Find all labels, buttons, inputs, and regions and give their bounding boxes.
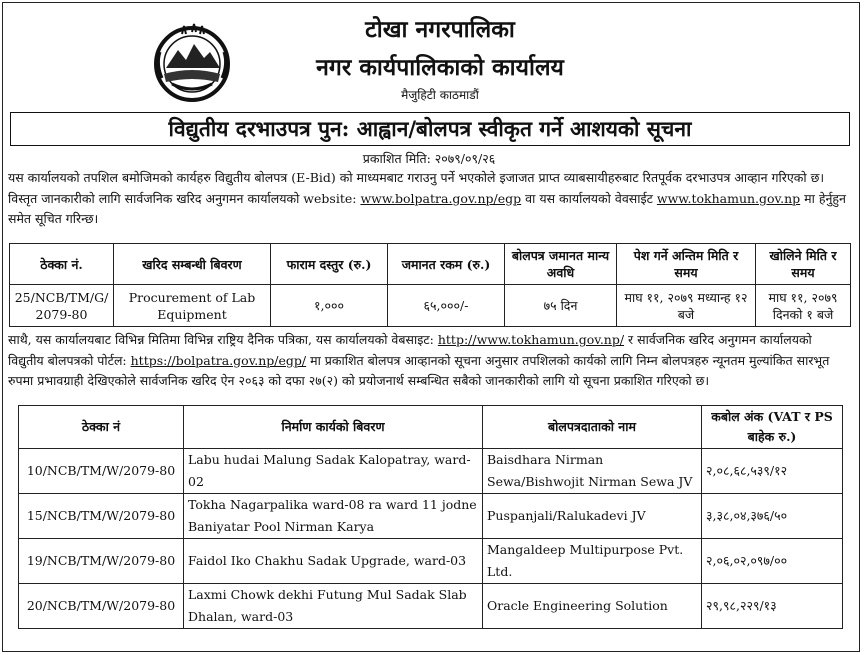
tokhamun-url-link[interactable]: http://www.tokhamun.gov.np/ <box>437 332 625 347</box>
cell-contract-no: 25/NCB/TM/G/ 2079-80 <box>10 285 114 327</box>
cell-description: Procurement of Lab Equipment <box>114 285 271 327</box>
intro-text-2: वा यस कार्यालयको वेवसाईट <box>525 190 653 206</box>
rebid-table <box>9 243 851 327</box>
published-date: प्रकाशित मिति: २०७९/०९/२६ <box>362 151 496 166</box>
bolpatra-portal-link[interactable]: https://bolpatra.gov.np/egp/ <box>130 352 307 368</box>
cell-contract-no: 20/NCB/TM/W/2079-80 <box>19 584 184 629</box>
table-row <box>10 285 851 327</box>
selected-bidders-table <box>18 405 843 629</box>
cell-description: Tokha Nagarpalika ward-08 ra ward 11 jodne Baniyatar Pool Nirman Karya <box>184 494 483 539</box>
table-row <box>19 584 843 629</box>
table-header-row <box>19 406 843 449</box>
cell-opening: माघ ११, २०७९ दिनको १ बजे <box>756 285 851 327</box>
col-contract-no: ठेक्का नं. <box>10 244 114 285</box>
col-description: खरिद सम्बन्धी बिवरण <box>114 244 271 285</box>
cell-amount: ३,३८,०४,३७६/५० <box>702 494 843 539</box>
col-security: जमानत रकम (रु.) <box>388 244 505 285</box>
table-row <box>19 449 843 494</box>
intro-paragraph <box>8 168 850 230</box>
cell-description: Laxmi Chowk dekhi Futung Mul Sadak Slab Dhalan, ward-03 <box>184 584 483 629</box>
cell-contract-no: 19/NCB/TM/W/2079-80 <box>19 539 184 584</box>
cell-bidder: Puspanjali/Ralukadevi JV <box>483 494 702 539</box>
cell-bidder: Oracle Engineering Solution <box>483 584 702 629</box>
cell-amount: २९,९८,२२९/१३ <box>702 584 843 629</box>
cell-form-fee: १,००० <box>271 285 388 327</box>
cell-description: Faidol Iko Chakhu Sadak Upgrade, ward-03 <box>184 539 483 584</box>
office-address: मैजुहिटी काठमाडौं <box>401 88 479 102</box>
cell-description: Labu hudai Malung Sadak Kalopatray, ward-02 <box>184 449 483 494</box>
notice-title-banner: विद्युतीय दरभाउपत्र पुन: आह्वान/बोलपत्र स्वीकृत गर्ने आशयको सूचना <box>10 112 850 146</box>
cell-bidder: Mangaldeep Multipurpose Pvt. Ltd. <box>483 539 702 584</box>
notice-paragraph <box>8 330 850 392</box>
col-contract-no: ठेक्का नं <box>19 406 184 449</box>
notice-text-3: मा प्रकाशित बोलपत्र आव्हानको सूचना अनुसार तपशिलको कार्यको लागि निम्न बोलपत्रहरु न्यूनतम मुल्यांकित सारभूत रुपमा प्रभावग्राही देखिएकोले सार्वजनिक खरिद ऐन २०६३ को दफा २७(२) को प्रयोजनार्थ सम्बन्धित सबैको जानकारीको लागि यो सूचना प्रकाशित गरिएको छ। <box>8 352 830 388</box>
cell-amount: २,०८,६८,५३९/१२ <box>702 449 843 494</box>
tokhamun-website-link[interactable]: www.tokhamun.gov.np <box>656 190 801 206</box>
cell-amount: २,०६,०२,०९७/०० <box>702 539 843 584</box>
cell-contract-no: 10/NCB/TM/W/2079-80 <box>19 449 184 494</box>
cell-security: ६५,०००/- <box>388 285 505 327</box>
col-validity: बोलपत्र जमानत मान्य अवधि <box>505 244 617 285</box>
notice-text-1: साथै, यस कार्यालयबाट विभिन्न मितिमा विभिन्न राष्ट्रिय दैनिक पत्रिका, यस कार्यालयको वेबसाइट: <box>8 332 434 347</box>
col-submission: पेश गर्ने अन्तिम मिति र समय <box>617 244 756 285</box>
col-form-fee: फाराम दस्तुर (रु.) <box>271 244 388 285</box>
office-name: नगर कार्यपालिकाको कार्यालय <box>316 54 564 81</box>
cell-validity: ७५ दिन <box>505 285 617 327</box>
notice-text-2: र सार्वजनिक खरिद अनुगमन कार्यालयको विद्युतीय बोलपत्रको पोर्टल: <box>8 332 812 368</box>
col-bidder-name: बोलपत्रदाताको नाम <box>483 406 702 449</box>
nepal-government-emblem-icon <box>152 22 232 104</box>
table-row <box>19 539 843 584</box>
intro-text-3: मा हेर्नुहुन समेत सूचित गरिन्छ। <box>8 190 846 226</box>
intro-text-1: यस कार्यालयको तपशिल बमोजिमको कार्यहरु विद्युतीय बोलपत्र (E-Bid) को माध्यमबाट गराउनु पर्ने भएकोले इजाजत प्राप्त व्याबसायीहरुबाट रितपूर्वक दरभाउपत्र आव्हान गरिएको छ। विस्तृत जानकारीको लागि सार्वजनिक खरिद अनुगमन कार्यालयको website: <box>8 170 825 206</box>
table-row <box>19 494 843 539</box>
municipality-name: टोखा नगरपालिका <box>365 16 515 43</box>
col-bid-amount: कबोल अंक (VAT र PS बाहेक रु.) <box>702 406 843 449</box>
table-header-row <box>10 244 851 285</box>
col-opening: खोलिने मिति र समय <box>756 244 851 285</box>
bolpatra-egp-link[interactable]: www.bolpatra.gov.np/egp <box>360 190 522 206</box>
cell-submission: माघ ११, २०७९ मध्यान्ह १२ बजे <box>617 285 756 327</box>
col-work-description: निर्माण कार्यको बिवरण <box>184 406 483 449</box>
cell-contract-no: 15/NCB/TM/W/2079-80 <box>19 494 184 539</box>
cell-bidder: Baisdhara Nirman Sewa/Bishwojit Nirman Sewa JV <box>483 449 702 494</box>
